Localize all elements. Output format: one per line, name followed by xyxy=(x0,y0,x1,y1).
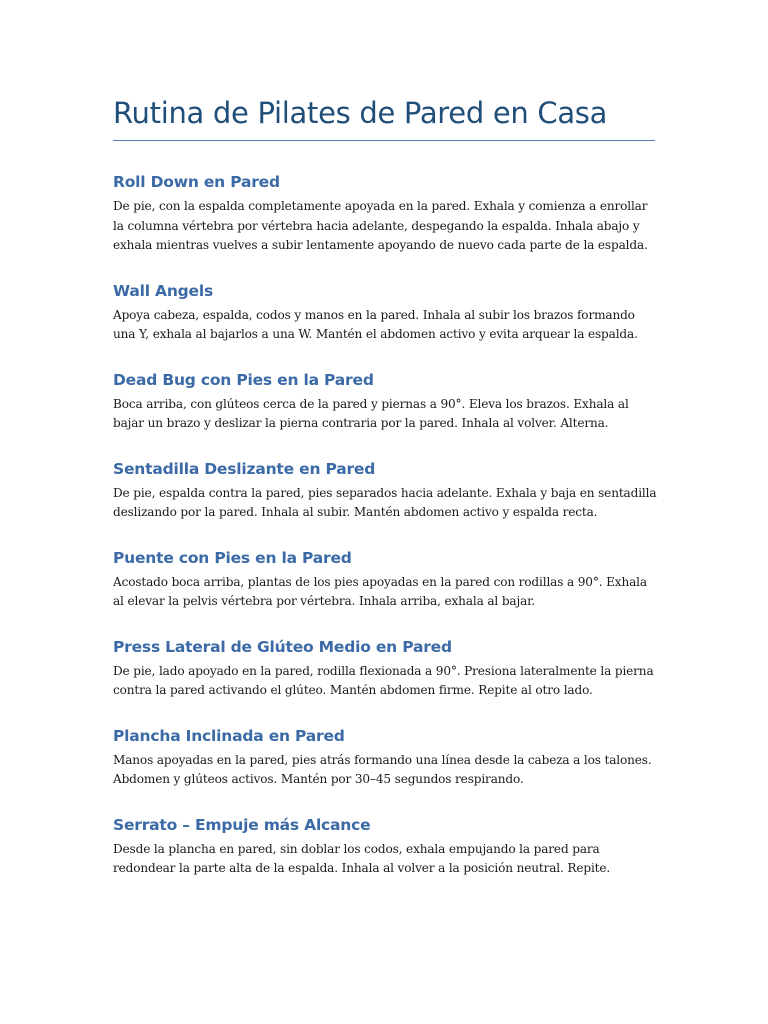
section-body: De pie, lado apoyado en la pared, rodilla flexionada a 90°. Presiona lateralmente la pierna contra la pared activando el glúteo. Mantén abdomen firme. Repite al otro lado. xyxy=(113,663,654,697)
section-body: Apoya cabeza, espalda, codos y manos en la pared. Inhala al subir los brazos formando una Y, exhala al bajarlos a una W. Mantén el abdomen activo y evita arquear la espalda. xyxy=(113,307,638,341)
exercise-list xyxy=(113,171,655,879)
title-divider xyxy=(113,140,655,141)
exercise-section-dead-bug xyxy=(113,369,655,434)
section-body: Acostado boca arriba, plantas de los pies apoyadas en la pared con rodillas a 90°. Exhala al elevar la pelvis vértebra por vértebra. Inhala arriba, exhala al bajar. xyxy=(113,574,647,608)
section-body: Boca arriba, con glúteos cerca de la pared y piernas a 90°. Eleva los brazos. Exhala al bajar un brazo y deslizar la pierna contraria por la pared. Inhala al volver. Alterna. xyxy=(113,396,629,430)
page-title: Rutina de Pilates de Pared en Casa xyxy=(113,96,608,130)
section-heading: Wall Angels xyxy=(113,281,214,300)
section-heading: Serrato – Empuje más Alcance xyxy=(113,815,371,834)
section-heading: Sentadilla Deslizante en Pared xyxy=(113,459,376,478)
section-body: De pie, con la espalda completamente apoyada en la pared. Exhala y comienza a enrollar la columna vértebra por vértebra hacia adelante, despegando la espalda. Inhala abajo y exhala mientras vuelves a subir lentamente apoyando de nuevo cada parte de la espalda. xyxy=(113,199,648,252)
exercise-section-press-lateral xyxy=(113,636,655,701)
exercise-section-serrato xyxy=(113,814,655,879)
section-body: Desde la plancha en pared, sin doblar los codos, exhala empujando la pared para redondear la parte alta de la espalda. Inhala al volver a la posición neutral. Repite. xyxy=(113,841,611,875)
exercise-section-wall-angels xyxy=(113,280,655,345)
exercise-section-plancha xyxy=(113,725,655,790)
section-heading: Roll Down en Pared xyxy=(113,173,280,191)
section-body: Manos apoyadas en la pared, pies atrás formando una línea desde la cabeza a los talones. Abdomen y glúteos activos. Mantén por 30–45 segundos respirando. xyxy=(113,752,652,786)
section-heading: Puente con Pies en la Pared xyxy=(113,548,352,567)
exercise-section-sentadilla xyxy=(113,458,655,523)
section-heading: Press Lateral de Glúteo Medio en Pared xyxy=(113,637,452,656)
exercise-section-puente xyxy=(113,547,655,612)
section-body: De pie, espalda contra la pared, pies separados hacia adelante. Exhala y baja en sentadilla deslizando por la pared. Inhala al subir. Mantén abdomen activo y espalda recta. xyxy=(113,485,657,519)
section-heading: Dead Bug con Pies en la Pared xyxy=(113,370,374,389)
exercise-section-roll-down xyxy=(113,171,655,256)
section-heading: Plancha Inclinada en Pared xyxy=(113,726,345,745)
